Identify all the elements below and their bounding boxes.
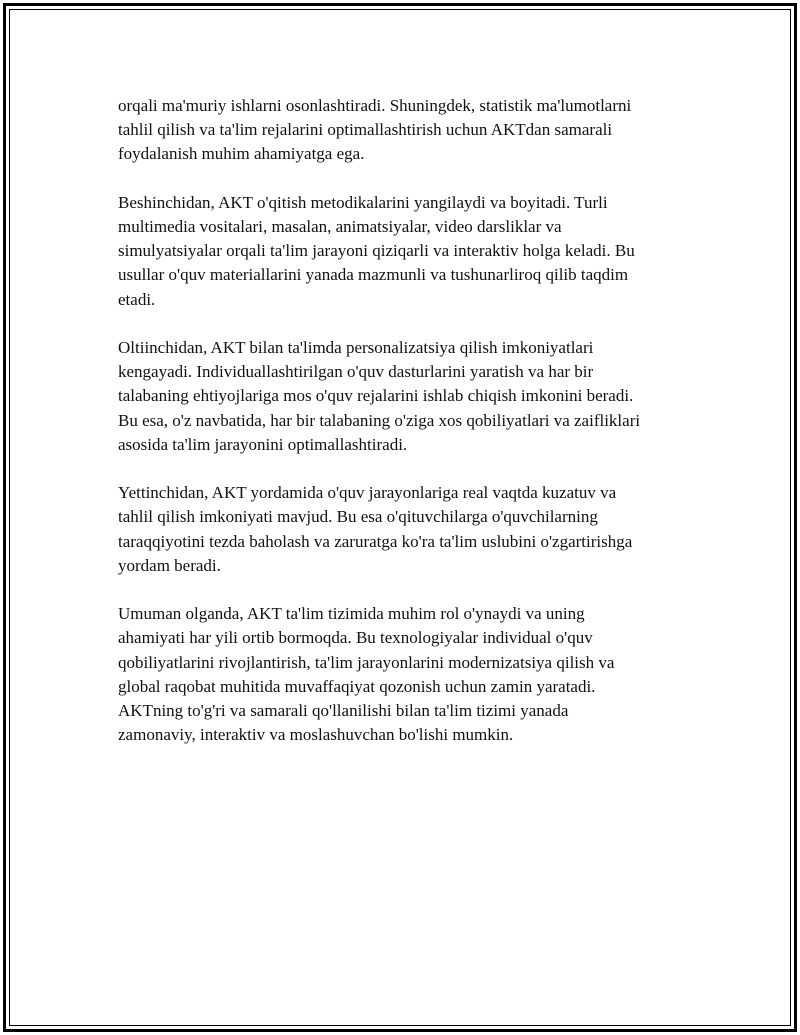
paragraph-oltiinchidan: Oltiinchidan, AKT bilan ta'limda personalizatsiya qilish imkoniyatlari kengayadi. Individuallashtirilgan o'quv dasturlarini yaratish va har bir talabaning ehtiyojlariga mos o'quv rejalarini ishlab chiqish imkonini beradi. Bu esa, o'z navbatida, har bir talabaning o'ziga xos qobiliyatlari va zaifliklari asosida ta'lim jarayonini optimallashtiradi. (118, 338, 641, 454)
paragraph-beshinchidan: Beshinchidan, AKT o'qitish metodikalarini yangilaydi va boyitadi. Turli multimedia vositalari, masalan, animatsiyalar, video darsliklar va simulyatsiyalar orqali ta'lim jarayoni qiziqarli va interaktiv holga keladi. Bu usullar o'quv materiallarini yanada mazmunli va tushunarliroq qilib taqdim etadi. (118, 192, 635, 309)
paragraph-intro-continuation: orqali ma'muriy ishlarni osonlashtiradi. Shuningdek, statistik ma'lumotlarni tahlil qilish va ta'lim rejalarini optimallashtirish uchun AKTdan samarali foydalanish muhim ahamiyatga ega. (118, 96, 632, 164)
paragraph-umuman-olganda: Umuman olganda, AKT ta'lim tizimida muhim rol o'ynaydi va uning ahamiyati har yili ortib bormoqda. Bu texnologiyalar individual o'quv qobiliyatlarini rivojlantirish, ta'lim jarayonlarini modernizatsiya qilish va global raqobat muhitida muvaffaqiyat qozonish uchun zamin yaratadi. AKTning to'g'ri va samarali qo'llanilishi bilan ta'lim tizimi yanada zamonaviy, interaktiv va moslashuvchan bo'lishi mumkin. (118, 604, 615, 745)
document-body (118, 94, 698, 772)
paragraph-yettinchidan: Yettinchidan, AKT yordamida o'quv jarayonlariga real vaqtda kuzatuv va tahlil qilish imkoniyati mavjud. Bu esa o'qituvchilarga o'quvchilarning taraqqiyotini tezda baholash va zaruratga ko'ra ta'lim uslubini o'zgartirishga yordam beradi. (118, 483, 633, 575)
